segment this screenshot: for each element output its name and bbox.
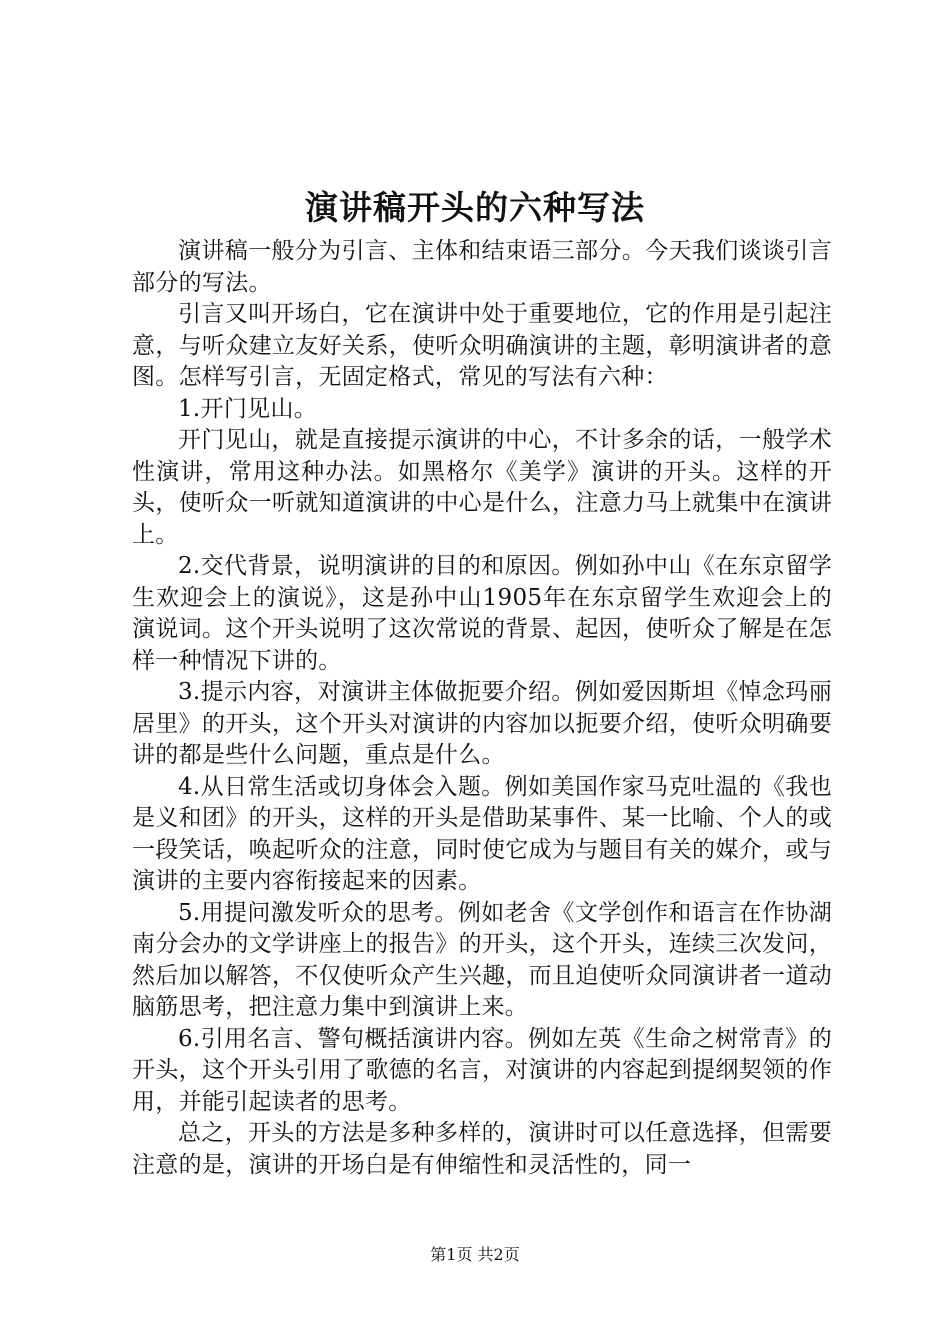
- document-body: [132, 236, 832, 1181]
- list-item: 4.从日常生活或切身体会入题。例如美国作家马克吐温的《我也是义和团》的开头，这样的开头是借助某事件、某一比喻、个人的或一段笑话，唤起听众的注意，同时使它成为与题目有关的媒介，或与演讲的主要内容衔接起来的因素。: [132, 773, 832, 894]
- page-footer: 第1页 共2页: [430, 1245, 520, 1264]
- document-title: 演讲稿开头的六种写法: [305, 188, 645, 227]
- paragraph: 引言又叫开场白，它在演讲中处于重要地位，它的作用是引起注意，与听众建立友好关系，使听众明确演讲的主题，彰明演讲者的意图。怎样写引言，无固定格式，常见的写法有六种：: [132, 301, 832, 390]
- paragraph: 演讲稿一般分为引言、主体和结束语三部分。今天我们谈谈引言部分的写法。: [132, 238, 832, 296]
- list-item: 2.交代背景，说明演讲的目的和原因。例如孙中山《在东京留学生欢迎会上的演说》，这是孙中山1905年在东京留学生欢迎会上的演说词。这个开头说明了这次常说的背景、起因，使听众了解是在怎样一种情况下讲的。: [132, 553, 832, 674]
- paragraph: 开门见山，就是直接提示演讲的中心，不计多余的话，一般学术性演讲，常用这种办法。如黑格尔《美学》演讲的开头。这样的开头，使听众一听就知道演讲的中心是什么，注意力马上就集中在演讲上。: [132, 427, 832, 548]
- paragraph: 总之，开头的方法是多种多样的，演讲时可以任意选择，但需要注意的是，演讲的开场白是有伸缩性和灵活性的，同一: [132, 1120, 832, 1178]
- list-heading: 1.开门见山。: [178, 395, 318, 422]
- list-item: 3.提示内容，对演讲主体做扼要介绍。例如爱因斯坦《悼念玛丽居里》的开头，这个开头对演讲的内容加以扼要介绍，使听众明确要讲的都是些什么问题，重点是什么。: [132, 679, 832, 768]
- list-item: 6.引用名言、警句概括演讲内容。例如左英《生命之树常青》的开头，这个开头引用了歌德的名言，对演讲的内容起到提纲契领的作用，并能引起读者的思考。: [132, 1025, 832, 1115]
- list-item: 5.用提问激发听众的思考。例如老舍《文学创作和语言在作协湖南分会办的文学讲座上的报告》的开头，这个开头，连续三次发问，然后加以解答，不仅使听众产生兴趣，而且迫使听众同演讲者一道动脑筋思考，把注意力集中到演讲上来。: [132, 899, 832, 1020]
